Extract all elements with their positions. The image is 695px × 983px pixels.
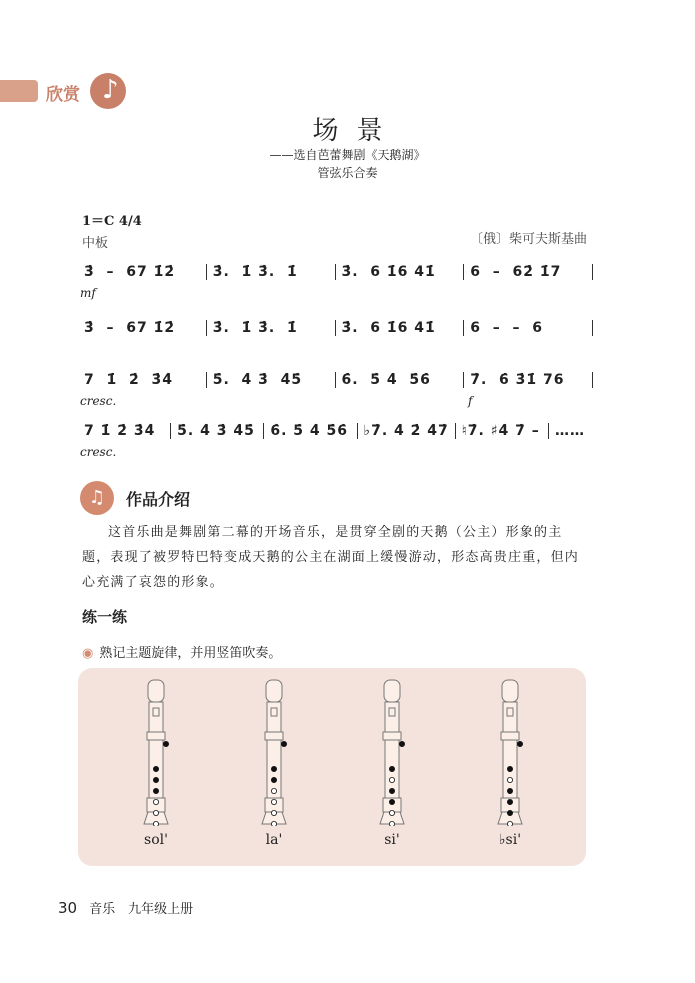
intro-heading: 作品介绍 [126, 490, 191, 509]
instruction-text: 熟记主题旋律，并用竖笛吹奏。 [99, 646, 282, 661]
score-measure: 7 1̇ 2̇ 3̇4̇ [78, 372, 207, 388]
scroll-icon: ♫ [80, 481, 114, 515]
bullet-icon: ◉ [82, 646, 94, 661]
intro-text: 这首乐曲是舞剧第二幕的开场音乐，是贯穿全剧的天鹅（公主）形象的主题，表现了被罗特巴特变成天鹅的公主在湖面上缓慢游动，形态高贵庄重，但内心充满了哀怨的形象。 [82, 525, 580, 590]
practice-instruction [82, 642, 281, 661]
score-line [78, 264, 593, 280]
score-measure: 3̇ – 67 1̇2̇ [78, 264, 207, 280]
page-number: 30 [58, 899, 78, 917]
score-measure: ♮7̇. ♯4̇ 7̇ – [456, 423, 549, 439]
recorder-icon [126, 676, 186, 826]
section-label: 欣赏 [46, 85, 80, 105]
page-footer [58, 898, 193, 917]
dynamic-marking: f [468, 394, 473, 408]
music-note-icon: ♪ [90, 73, 126, 109]
score-measure: 7̇. 6̇ 3̇1̇ 76 [464, 372, 593, 388]
score-measure: 6 – 62̇ 1̇7 [464, 264, 593, 280]
composer: 〔俄〕柴可夫斯基曲 [469, 232, 587, 247]
tempo-marking: 中板 [82, 236, 109, 251]
recorder-diagram [244, 676, 304, 848]
score-measure: 5̇. 4̇ 3̇ 4̇5̇ [171, 423, 264, 439]
score-measure: …… [554, 423, 585, 439]
recorder-diagram [126, 676, 186, 848]
piece-subtitle: ——选自芭蕾舞剧《天鹅湖》 [269, 148, 426, 162]
score-measure: 6̇. 5̇ 4̇ 5̇6̇ [336, 372, 465, 388]
book-title: 音乐 九年级上册 [89, 902, 194, 917]
practice-heading: 练一练 [82, 608, 128, 626]
score-measure: 5̇. 4̇ 3̇ 4̇5̇ [207, 372, 336, 388]
recorder-icon [244, 676, 304, 826]
dynamic-marking: mf [80, 286, 96, 300]
recorder-icon [362, 676, 422, 826]
recorder-diagram [480, 676, 540, 848]
score-measure: 6 – – 6 [464, 320, 593, 336]
score-line [78, 372, 593, 388]
section-tab-bar [0, 80, 38, 102]
score-measure: 3̇. 1̇ 3̇. 1̇ [207, 320, 336, 336]
key-signature: 1＝C 4/4 [82, 214, 142, 229]
recorder-diagram [362, 676, 422, 848]
ensemble-label: 管弦乐合奏 [317, 166, 378, 180]
recorder-fingering-panel [78, 668, 586, 866]
score-measure: 7 1̇ 2̇ 3̇4̇ [78, 423, 171, 439]
score-measure: ♭7̇. 4̇ 2̇ 4̇7̇ [358, 423, 456, 439]
score-measure: 3̇. 6 1̇6 41̇ [336, 320, 465, 336]
recorder-icon [480, 676, 540, 826]
score-measure: 3̇. 6 1̇6 41̇ [336, 264, 465, 280]
note-label: la' [265, 832, 283, 848]
dynamic-marking: cresc. [80, 394, 117, 408]
dynamic-marking: cresc. [80, 445, 117, 459]
score-measure: 3̇. 1̇ 3̇. 1̇ [207, 264, 336, 280]
score-line [78, 320, 593, 336]
note-label: sol' [144, 832, 168, 848]
note-label: ♭si' [498, 832, 522, 848]
note-label: si' [384, 832, 400, 848]
score-measure: 3̇ – 67 1̇2̇ [78, 320, 207, 336]
score-measure: 6̇. 5̇ 4̇ 5̇6̇ [264, 423, 357, 439]
score-line [78, 423, 593, 439]
piece-title: 场景 [312, 116, 401, 146]
